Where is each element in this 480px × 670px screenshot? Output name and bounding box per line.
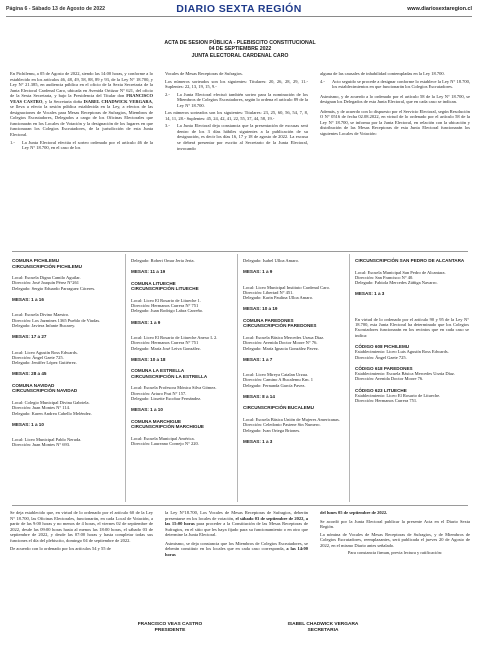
local-delegate: Delegado: Isabel Ulloa Amaro. (243, 258, 299, 263)
local-name: Local: Escuela Profesora Mónica Silva Gómez. (131, 385, 217, 391)
item-text: La Junta Electoral efectuó también sorteo para la nominación de los Miembros de Colegios Escrutadores, según lo ordena el artículo 89 de la Ley N° 18.700. (177, 91, 308, 108)
commune-heading: COMUNA MARCHIGUE (131, 418, 182, 424)
intro-text-d: , se lleva a efecto la sesión pública establecida en la Ley, a efectos de las designaciones de Vocales para Mesas Receptoras de Sufragios, Miembros de Colegios Escrutadores, Delegados a cargo de los Oficinas Electorales que funcionarán en los Locales de Votación y la designación de los lugares en que funcionaran los Colegios Escrutadores, de la jurisdicción de esta Junta Electoral. (10, 98, 153, 138)
item-text: La Junta Electoral efectúa el sorteo ordenado por el artículo 46 de la Ley N° 18.700, en el caso de los (22, 139, 153, 151)
colegio-address: Dirección: Hermanos Carrera 751. (355, 398, 418, 404)
tables-range: MESAS: 8 a 14 (243, 394, 275, 400)
item-text: La Junta Electoral deja constancia que la presentación de excusas será dentro de los 3 días hábiles siguientes a la publicación de su designación, es decir los días 16, 17 y 18 de agosto de 2022. La excusa se deberá presentar por escrito al Secretario de la Junta Electoral, invocando (177, 123, 308, 151)
paragraph: Se deja establecido que, en virtud de lo ordenado por el artículo 60 de la Ley N° 18.700, las Oficinas Electorales, funcionarán, en cada Local de Votación, a partir de las 9:00 horas y no menos de 4 horas, el viernes 02 de septiembre de 2022, desde las 09:00 horas hasta al menos las 18:00 horas, el sábado 03 de septiembre de 2022, y desde las 07:00 horas y hasta completar todas sus funciones el día del plebiscito, domingo 04 de septiembre de 2022. (10, 510, 153, 543)
intro-text-a: En Pichilemu, a 05 de Agosto de 2022, siendo las 14:00 horas, y conforme a lo establecido en los artículos 46, 48, 49, 58, 88, 89 y 93, de la Ley N° 18.700, y Ley N° 21.385, en audiencia pública en el oficio de la Sexta Secretaria de la Junta Electoral Cardenal Caro, ubicada en Avenida Ortúzar N° 621, del oficio de la Sexta Secretaria, y bajo la Presidencia del Titular don (10, 71, 153, 99)
item-number: 1.- (10, 139, 15, 145)
item-number: 3.- (165, 123, 170, 129)
tables-range: MESAS: 1 a 10 (12, 421, 44, 427)
signature-president (95, 622, 245, 635)
district-heading: CIRCUNSCRIPCIÓN PAREDONES (243, 323, 317, 329)
text: Asimismo, se deja constancia que los Miembros de Colegios Escrutadores, se deberán constituir en los locales que en cada caso corresponda, (165, 540, 308, 552)
tables-range: MESAS: 1 a 3 (355, 291, 385, 297)
intro-column-2 (165, 71, 308, 151)
column-divider (237, 254, 238, 502)
item-number: 4.- (320, 78, 325, 84)
commune-litueche-estrella-marchigue (131, 258, 233, 446)
local-name: Local: Escuela Municipal América. (131, 435, 195, 441)
local-address: Dirección: Laureano Cornejo N° 220. (131, 441, 199, 447)
local-address: Dirección: Avenida Doctor Moore N° 76. (243, 340, 318, 346)
local-delegate: Delegado: Fabiola Mercedes Zúñiga Navarro. (355, 280, 438, 286)
local-delegate: Delegado: Sergio Eduardo Parraguez Cáceres. (12, 285, 96, 291)
item-number: 2.- (165, 91, 170, 97)
local-delegate: Delegado: Robert Omar Jeria Jeria. (131, 258, 195, 263)
paragraph (165, 541, 308, 558)
local-name: Local: Liceo Mireya Catalan Urzua. (243, 372, 309, 378)
paragraph: Vocales de Mesas Receptoras de Sufragios. (165, 71, 243, 76)
local-name: Local: Liceo Municipal Instituto Cardenal Caro. (243, 284, 330, 290)
signer-name: FRANCISCO VEAS CASTRO (137, 622, 203, 627)
local-name: Local: Escuela Básica Unión de Mujeres Americanas. (243, 416, 340, 422)
intro-text-c: , y la Secretaria doña (42, 98, 84, 104)
item-3 (165, 123, 308, 151)
item-text: Acto seguido se procede a designar conforme lo establece la Ley N° 18.700, los establecimientos en que funcionarán los Colegios Escrutadores. (332, 78, 470, 90)
local-address: Dirección: Juan Montes N° 114. (12, 405, 70, 411)
tables-range: MESAS: 28 a 45 (12, 371, 47, 377)
tables-range: MESAS: 1 a 9 (131, 319, 161, 325)
local-address: Dirección: Libertad N° 451. (243, 289, 294, 295)
colegio-establishment: Establecimiento: Liceo Luis Agustín Ross Edwards. (355, 349, 449, 355)
local-name: Local: Liceo El Rosario de Litueche Anexo L 2. (131, 334, 218, 340)
page-number: Página 6 - Sábado 13 de Agosto de 2022 (6, 6, 105, 12)
tables-range: MESAS: 11 a 19 (131, 269, 166, 275)
title-line-3: JUNTA ELECTORAL CARDENAL CARO (191, 52, 289, 59)
local-address: Dirección: Los Jazmines 1365 Pueblo de Viudas. (12, 317, 101, 323)
local-delegate: Delegado: Jeniffer López Gutiérrez. (12, 360, 77, 366)
signer-role: SECRETARIA (307, 628, 339, 634)
paragraph (165, 510, 308, 538)
masthead: DIARIO SEXTA REGIÓN (176, 3, 302, 15)
commune-heading: COMUNA LITUECHE (131, 280, 176, 286)
column-divider (349, 254, 350, 502)
text: para proceder a la Constitución de las Mesas Receptoras de Sufragios, en el sitio que les haya fijado para su funcionamiento o en otro que determine la Junta Electoral. (165, 521, 308, 538)
section-divider (12, 251, 468, 252)
tables-range: MESAS: 10 a 19 (243, 306, 278, 312)
secretary-name: ISABEL CHADWICK VERGARA (83, 98, 152, 104)
local-name: Local: Liceo Municipal Pablo Neruda. (12, 437, 82, 443)
document-title (0, 40, 480, 59)
local-delegate: Delegado: Fernanda García Pavez. (243, 382, 306, 388)
highlight-time: a las 14:00 horas (165, 546, 308, 557)
intro-column-1 (10, 71, 153, 151)
local-address: Dirección: Celedonio Pastene Sin Numero. (243, 422, 321, 428)
tables-range: MESAS: 1 a 3 (243, 438, 273, 444)
website-link[interactable]: www.diariosextaregion.cl (407, 6, 472, 12)
intro-paragraph (10, 71, 153, 138)
local-name: Local: Escuela Municipal San Pedro de Alcantara. (355, 269, 446, 275)
commune-heading: COMUNA PICHILEMU (12, 258, 60, 263)
intro-column-3 (320, 71, 470, 138)
paragraph: Los números sorteados son los siguientes: Titulares: 23, 25, 60, 56, 54, 7, 8, 14, 11, 28.- Suplentes: 45, 24, 42, 41, 22, 55, 37, 44, 58, 19.- (165, 110, 308, 121)
closing-column-3 (320, 510, 470, 558)
signer-role: PRESIDENTE (154, 628, 186, 634)
local-delegate: Delegado: Karin Paulina Ulloa Amaro. (243, 295, 314, 301)
district-heading: CIRCUNSCRIPCIÓN BUCALEMU (243, 405, 314, 411)
commune-san-pedro-colegios (355, 258, 469, 404)
paragraph: Se acordó por la Junta Electoral publicar la presente Acta en el Diario Sexta Región. (320, 518, 470, 530)
paragraph: Los números sorteados son los siguientes: Titulares: 20, 26, 28, 29, 11.- Suplentes: 22, 13, 19, 15, 9.- (165, 78, 308, 90)
tables-range: MESAS: 1 a 16 (12, 297, 44, 303)
tables-range: MESAS: 1 a 9 (243, 269, 273, 275)
commune-pichilemu-navidad (12, 258, 120, 448)
colegio-code: CÓDIGO 623 LITUECHE (355, 387, 407, 393)
local-address: Dirección: Juan Montes N° 693. (12, 442, 71, 448)
highlight-date: el sábado 03 de septiembre de 2022, a las 15:00 horas (165, 515, 308, 527)
district-heading: CIRCUNSCRIPCIÓN PICHILEMU (12, 263, 82, 269)
title-line-2: 04 DE SEPTIEMBRE 2022 (208, 46, 272, 53)
item-1 (10, 140, 153, 151)
local-address: Dirección: Hermanos Carrera N° 751 (131, 303, 199, 309)
paragraph: La nómina de Vocales de Mesas Receptoras de Sufragios, y de Miembros de Colegios Escrutadores, reemplazantes, será publicada el jueves 20 de Agosto de 2022, en el mismo Diario antes señalado. (320, 531, 470, 548)
commune-marchigue-paredones (243, 258, 345, 444)
colegio-establishment: Establecimiento: Escuela Básica Mercedes Urzúa Díaz. (355, 371, 455, 377)
district-heading: CIRCUNSCRIPCIÓN LITUECHE (131, 286, 199, 292)
local-name: Local: Escuela Digna Camilo Aguilar. (12, 275, 81, 281)
colegios-intro: En virtud de lo ordenado por el artículo 90 y 95 de la Ley N° 18.700, esta Junta Electoral ha determinado que los Colegios Escrutadores funcionarán en los recintos que en cada caso se indica: (355, 316, 469, 338)
colegio-establishment: Establecimiento: Liceo El Rosario de Litueche. (355, 393, 441, 399)
title-line-1: ACTA DE SESION PÚBLICA - PLEBISCITO CONSTITUCIONAL (164, 40, 316, 46)
local-name: Local: Colegio Municipal Divina Gabriela. (12, 399, 90, 405)
closing-column-2 (165, 510, 308, 559)
text: la Ley N°18.700, Los Vocales de Mesas Receptoras de Sufragios, deberán presentarse en los locales de votación, (165, 510, 308, 521)
tables-range: MESAS: 1 a 10 (131, 407, 163, 413)
local-address: Dirección: Ángel Gaete 725. (12, 354, 64, 360)
signer-name: ISABEL CHADWICK VERGARA (287, 622, 359, 627)
district-heading: CIRCUNSCRIPCIÓN MARCHIGUE (131, 424, 204, 430)
district-heading: CIRCUNSCRIPCIÓN NAVIDAD (12, 388, 78, 394)
item-4 (320, 79, 470, 90)
closing-column-1 (10, 510, 153, 554)
local-name: Local: Escuela Divino Maestro. (12, 312, 70, 318)
commune-heading: COMUNA NAVIDAD (12, 382, 55, 388)
item-2 (165, 92, 308, 109)
signature-secretary (248, 622, 398, 635)
paragraph: De acuerdo con lo ordenado por los artículos 54 y 55 de (10, 546, 111, 552)
local-delegate: Delegado: Juan Rodrigo Labra Carreño. (131, 308, 204, 314)
local-delegate: Delegado: Ivan Ortega Briones. (243, 427, 301, 433)
colegio-address: Dirección: Avenida Doctor Moore 76. (355, 376, 424, 382)
colegio-address: Dirección: Ángel Gaete 725. (355, 354, 407, 360)
tables-range: MESAS: 1 a 7 (243, 356, 273, 362)
paragraph: Además, y de acuerdo con lo dispuesto por el Servicio Electoral, según Resolución O N° 0516 de fecha 02.08.2022, en virtud de lo ordenado por el artículo 58 de la Ley N° 18.700, se informa por la Junta Electoral, en relación con la ubicación y distribución de las Mesas Receptoras de esta Junta Electoral funcionarán los siguientes Locales de Votación: (320, 108, 470, 136)
local-delegate: Delegado: Javiera Infante Bucarey. (12, 322, 76, 328)
president-name: FRANCISCO VEAS CASTRO (10, 93, 153, 104)
local-name: Local: Escuela Básica Mercedes Urzua Diaz. (243, 334, 325, 340)
paragraph: alguna de las causales de inhabilidad contempladas en la Ley 18.700. (320, 71, 445, 76)
tables-range: MESAS: 17 a 27 (12, 334, 47, 340)
tables-range: MESAS: 10 a 18 (131, 356, 166, 362)
local-address: Dirección: Camino A Bucalemu Km. 1 (243, 377, 313, 383)
colegio-code: CÓDIGO 618 PAREDONES (355, 365, 413, 371)
paragraph: Para constancia firman, previa lectura y ratificación: (347, 550, 443, 556)
local-name: Local: Liceo Agustín Ross Edwards. (12, 349, 78, 355)
local-name: Local: Liceo El Rosario de Litueche 1. (131, 297, 201, 303)
section-divider (12, 505, 468, 506)
local-delegate: Delegado: Lissette Escobar Fernández. (131, 395, 202, 401)
district-heading: CIRCUNSCRIPCIÓN SAN PEDRO DE ALCANTARA (355, 258, 465, 263)
local-address: Dirección: Arturo Prat N° 157. (131, 390, 187, 396)
local-delegate: Delegado: Karen Andrea Cabello Meléndez. (12, 410, 92, 416)
local-address: Dirección: José Joaquín Pérez N°261 (12, 280, 80, 286)
colegio-code: CÓDIGO 608 PICHILEMU (355, 343, 410, 349)
column-divider (125, 254, 126, 502)
local-address: Dirección: Hermanos Carrera N° 751 (131, 340, 199, 346)
page-header (6, 3, 472, 17)
commune-heading: COMUNA PAREDONES (243, 317, 294, 323)
district-heading: CIRCUNSCRIPCIÓN LA ESTRELLA (131, 373, 208, 379)
local-delegate: Delegado: María José Leiva González. (131, 345, 201, 351)
highlight-date: del lunes 05 de septiembre de 2022. (320, 510, 388, 515)
paragraph: Asimismo, y de acuerdo a lo ordenado por el artículo 58 de la Ley N° 18.700, se designan los Delegados de esta Junta Electoral, que en cada caso se indican. (320, 93, 470, 105)
local-address: Dirección: San Francisco N° 40. (355, 274, 414, 280)
commune-heading: COMUNA LA ESTRELLA (131, 368, 185, 374)
local-delegate: Delegado: María Ignacia González Pavez. (243, 345, 319, 351)
